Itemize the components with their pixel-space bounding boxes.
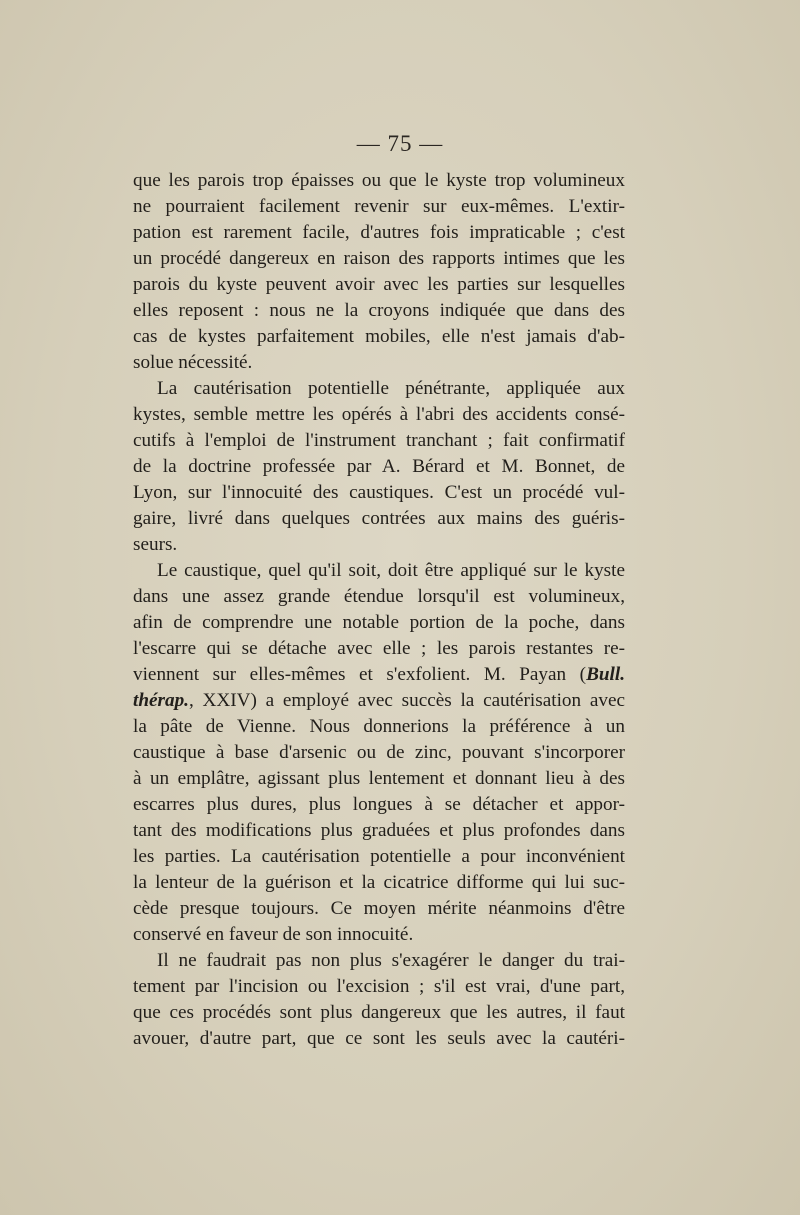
text-line: la lenteur de la guérison et la cicatrice difforme qui lui suc- xyxy=(133,872,625,893)
text-line: afin de comprendre une notable portion de la poche, dans xyxy=(133,612,625,633)
text-fragment: , XXIV) a employé avec succès la cautérisation avec xyxy=(188,690,625,711)
paragraph-start-line: Il ne faudrait pas non plus s'exagérer le danger du trai- xyxy=(157,950,625,971)
text-line: tant des modifications plus graduées et plus profondes dans xyxy=(133,820,625,841)
text-line: les parties. La cautérisation potentielle a pour inconvénient xyxy=(133,846,625,867)
italic-citation: Bull. xyxy=(586,664,625,685)
text-line: cas de kystes parfaitement mobiles, elle n'est jamais d'ab- xyxy=(133,326,625,347)
text-line: cutifs à l'emploi de l'instrument tranchant ; fait confirmatif xyxy=(133,430,625,451)
paragraph-start-line: La cautérisation potentielle pénétrante, appliquée aux xyxy=(157,378,625,399)
text-line: tement par l'incision ou l'excision ; s'il est vrai, d'une part, xyxy=(133,976,625,997)
text-line: un procédé dangereux en raison des rapports intimes que les xyxy=(133,248,625,269)
text-line: l'escarre qui se détache avec elle ; les parois restantes re- xyxy=(133,638,625,659)
text-line: à un emplâtre, agissant plus lentement et donnant lieu à des xyxy=(133,768,625,789)
body-text xyxy=(133,168,625,1052)
text-line: elles reposent : nous ne la croyons indiquée que dans des xyxy=(133,300,625,321)
text-line: parois du kyste peuvent avoir avec les parties sur lesquelles xyxy=(133,274,625,295)
italic-citation: thérap. xyxy=(133,690,189,711)
text-line: gaire, livré dans quelques contrées aux mains des guéris- xyxy=(133,508,625,529)
text-line: ne pourraient facilement revenir sur eux-mêmes. L'extir- xyxy=(133,196,625,217)
text-line: que les parois trop épaisses ou que le kyste trop volumineux xyxy=(133,170,625,191)
text-line: seurs. xyxy=(133,534,178,555)
text-line: escarres plus dures, plus longues à se détacher et appor- xyxy=(133,794,625,815)
text-line: la pâte de Vienne. Nous donnerions la préférence à un xyxy=(133,716,625,737)
text-line: pation est rarement facile, d'autres fois impraticable ; c'est xyxy=(133,222,625,243)
text-line: Lyon, sur l'innocuité des caustiques. C'est un procédé vul- xyxy=(133,482,625,503)
text-line xyxy=(133,688,625,714)
text-line: caustique à base d'arsenic ou de zinc, pouvant s'incorporer xyxy=(133,742,625,763)
text-line: dans une assez grande étendue lorsqu'il est volumineux, xyxy=(133,586,625,607)
text-line xyxy=(133,662,625,688)
text-line: conservé en faveur de son innocuité. xyxy=(133,924,414,945)
text-line: de la doctrine professée par A. Bérard et M. Bonnet, de xyxy=(133,456,625,477)
text-line: kystes, semble mettre les opérés à l'abri des accidents consé- xyxy=(133,404,625,425)
text-line: solue nécessité. xyxy=(133,352,253,373)
text-line: avouer, d'autre part, que ce sont les seuls avec la cautéri- xyxy=(133,1028,625,1049)
paragraph-start-line: Le caustique, quel qu'il soit, doit être appliqué sur le kyste xyxy=(157,560,625,581)
text-fragment: viennent sur elles-mêmes et s'exfolient. M. Payan ( xyxy=(133,664,587,685)
text-line: que ces procédés sont plus dangereux que les autres, il faut xyxy=(133,1002,625,1023)
text-line: cède presque toujours. Ce moyen mérite néanmoins d'être xyxy=(133,898,625,919)
page-number: — 75 — xyxy=(356,131,444,156)
